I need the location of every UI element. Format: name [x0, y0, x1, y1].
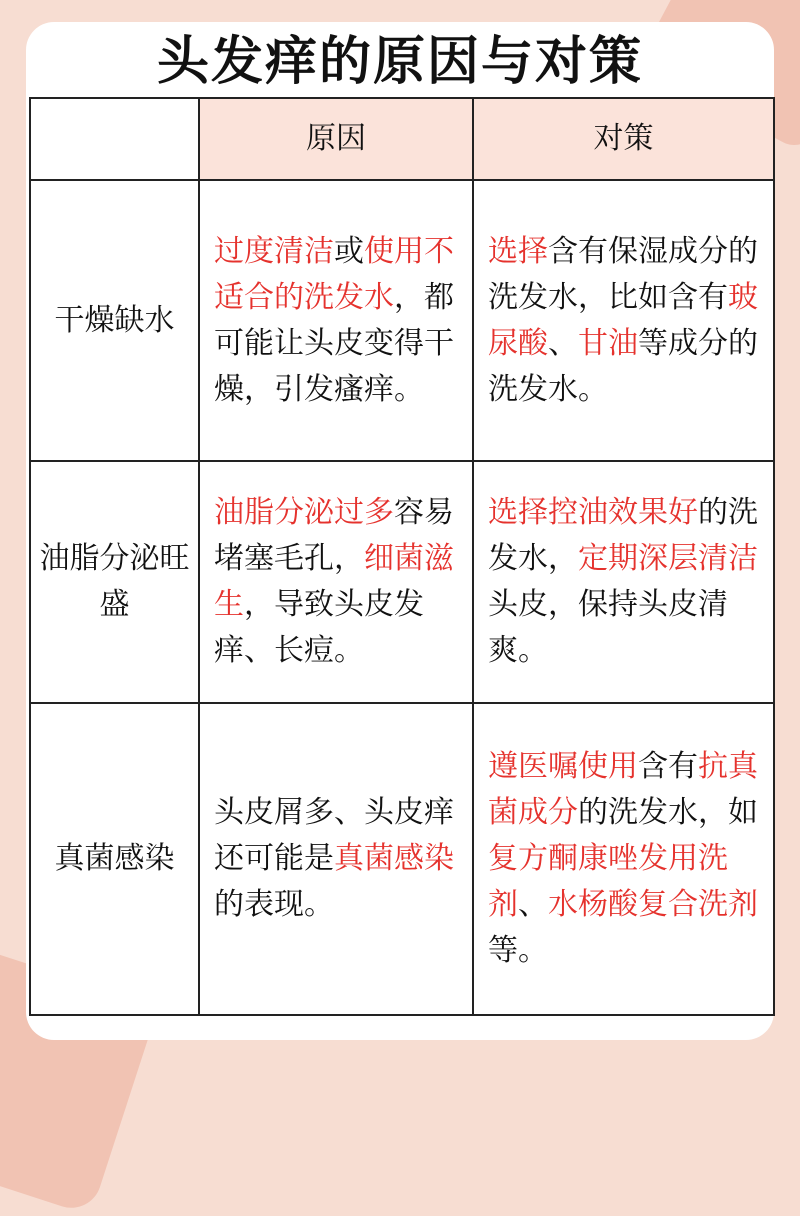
- solution-cell: [473, 703, 774, 1015]
- row-name-cell: 油脂分泌旺盛: [30, 461, 199, 703]
- solution-text-segment: 定期深层清洁: [578, 541, 758, 576]
- reason-text-segment: 细菌滋生: [214, 541, 454, 622]
- solution-text-segment: 遵医嘱使用: [488, 749, 638, 784]
- solution-text-segment: 、: [518, 887, 548, 922]
- solution-text-segment: 选择: [488, 233, 548, 269]
- solution-text-segment: 选择控油效果好: [488, 495, 698, 530]
- solution-text-segment: 含有: [638, 749, 698, 784]
- reason-text-segment: 头皮屑多、头皮痒还可能是: [214, 795, 454, 876]
- header-reason-cell: 原因: [199, 98, 473, 180]
- reason-text-segment: 容易堵塞毛孔，: [214, 495, 454, 576]
- reason-text-segment: ，都可能让头皮变得干燥，引发瘙痒。: [214, 279, 454, 407]
- reason-cell: [199, 703, 473, 1015]
- solution-text-segment: 复方酮康唑发用洗剂: [488, 841, 728, 922]
- page-title: 头发痒的原因与对策: [156, 32, 643, 92]
- reason-text-segment: 过度清洁: [214, 233, 334, 269]
- solution-text-segment: 头皮，保持头皮清爽。: [488, 587, 728, 668]
- cause-solution-table: [29, 97, 775, 1016]
- reason-text-segment: 真菌感染: [334, 841, 454, 876]
- reason-text-segment: 油脂分泌过多: [214, 495, 394, 530]
- row-name-cell: 真菌感染: [30, 703, 199, 1015]
- solution-text-segment: 的洗发水，: [488, 495, 758, 576]
- solution-cell: [473, 461, 774, 703]
- table-row: [30, 180, 774, 461]
- reason-cell: [199, 180, 473, 461]
- solution-text-segment: 等成分的洗发水。: [488, 325, 758, 407]
- reason-text-segment: 的表现。: [214, 887, 334, 922]
- table-row: [30, 703, 774, 1015]
- solution-text-segment: 的洗发水，如: [578, 795, 758, 830]
- reason-text-segment: 或: [334, 233, 364, 269]
- header-solution-cell: 对策: [473, 98, 774, 180]
- reason-cell: [199, 461, 473, 703]
- solution-text-segment: 含有保湿成分的洗发水，比如含有: [488, 233, 758, 315]
- solution-text-segment: 等。: [488, 933, 548, 968]
- header-corner-cell: [30, 98, 199, 180]
- solution-text-segment: 、: [548, 325, 578, 361]
- solution-text-segment: 抗真菌成分: [488, 749, 758, 830]
- solution-text-segment: 玻尿酸: [488, 279, 758, 361]
- table-header-row: [30, 98, 774, 180]
- solution-text-segment: 甘油: [578, 325, 638, 361]
- table-row: [30, 461, 774, 703]
- reason-text-segment: 使用不适合的洗发水: [214, 233, 454, 315]
- row-name-cell: 干燥缺水: [30, 180, 199, 461]
- solution-text-segment: 水杨酸复合洗剂: [548, 887, 758, 922]
- solution-cell: [473, 180, 774, 461]
- reason-text-segment: ，导致头皮发痒、长痘。: [214, 587, 424, 668]
